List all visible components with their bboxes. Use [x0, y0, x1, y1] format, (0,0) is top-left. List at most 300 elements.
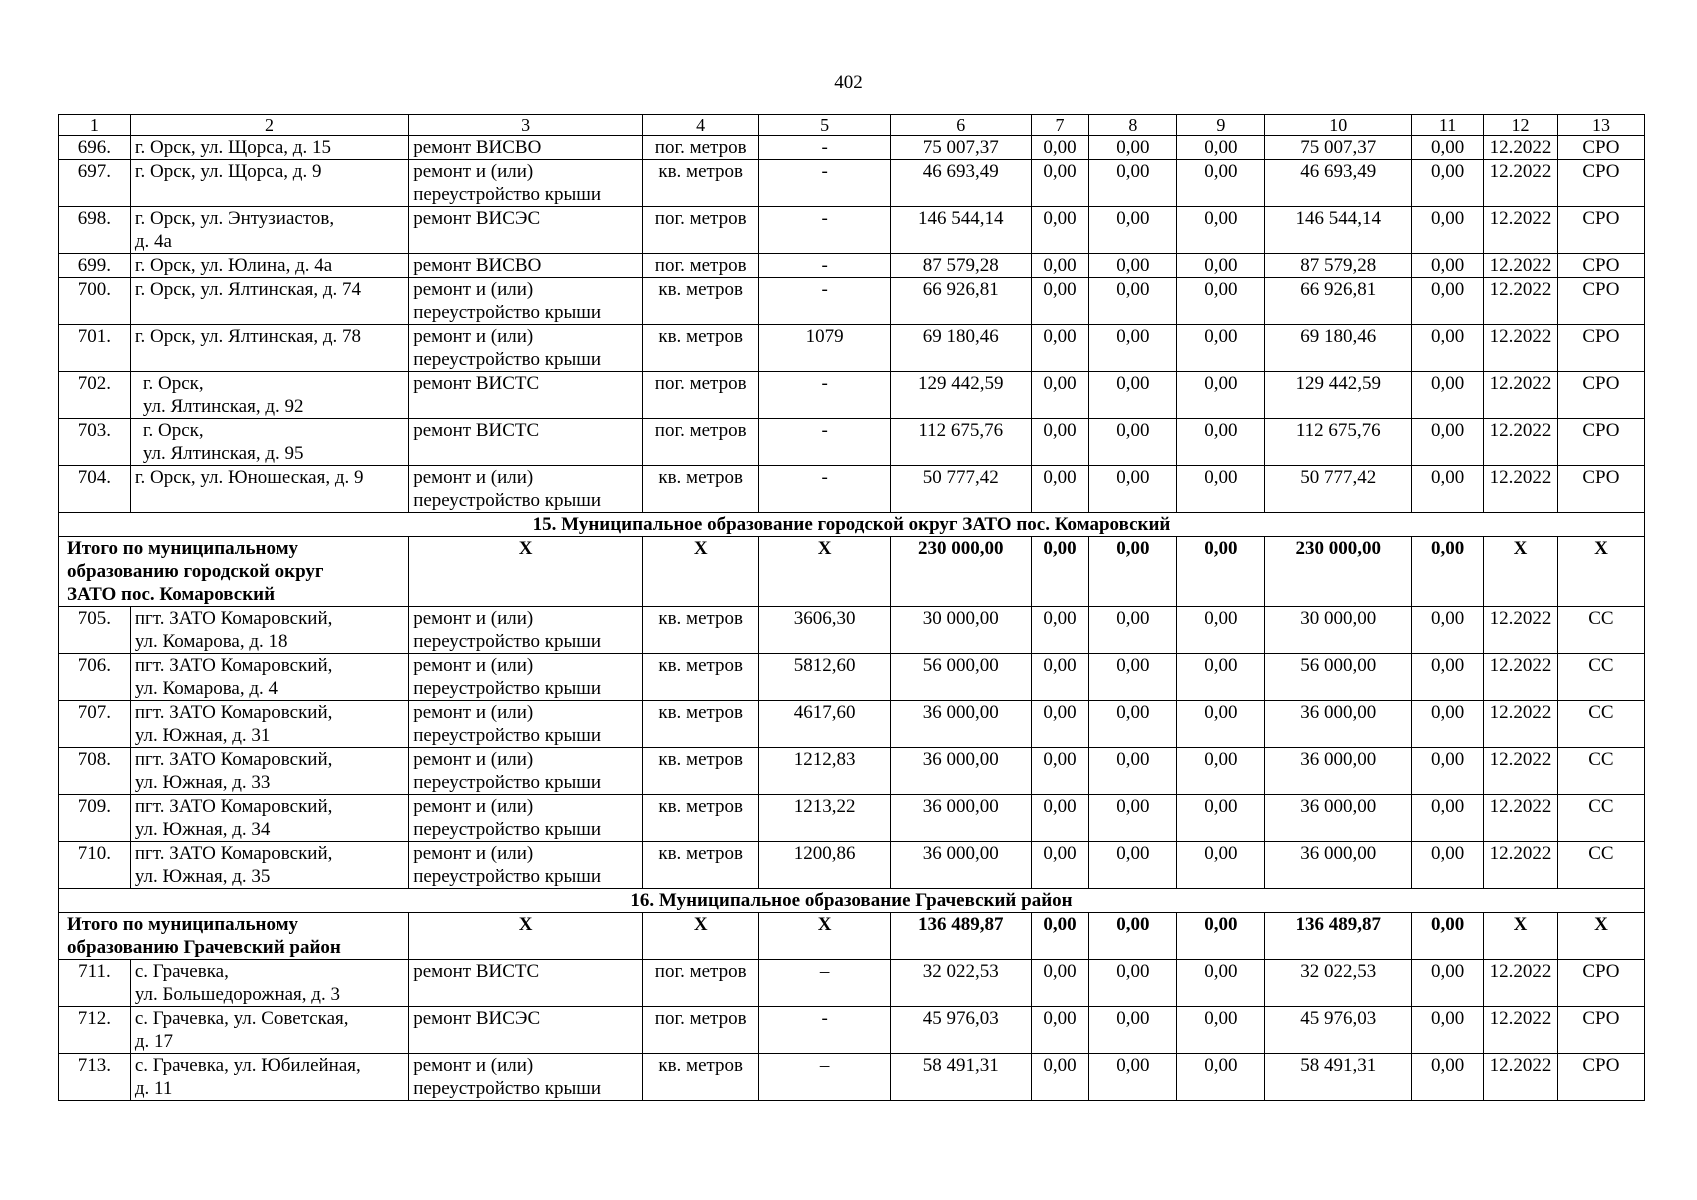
value-cell: 0,00: [1177, 136, 1265, 160]
value-cell: 0,00: [1031, 419, 1089, 466]
table-row: [59, 372, 1645, 419]
row-number: 699.: [59, 254, 131, 278]
unit-cell: пог. метров: [642, 254, 758, 278]
work-line: ремонт и (или): [413, 843, 534, 864]
work-line: ремонт ВИСТС: [413, 373, 540, 394]
method-cell: СРО: [1557, 278, 1644, 325]
total-value: 0,00: [1089, 913, 1177, 960]
header-row: [59, 115, 1645, 136]
address-cell: [130, 325, 408, 372]
address-cell: [130, 466, 408, 513]
value-cell: 32 022,53: [1265, 960, 1412, 1007]
work-type-cell: [409, 1007, 643, 1054]
value-cell: 0,00: [1031, 278, 1089, 325]
value-cell: 0,00: [1031, 654, 1089, 701]
value-cell: 0,00: [1412, 607, 1484, 654]
work-type-cell: [409, 701, 643, 748]
value-cell: 0,00: [1177, 607, 1265, 654]
address-line: г. Орск, ул. Ялтинская, д. 78: [134, 326, 362, 347]
section-row: [59, 513, 1645, 537]
value-cell: 0,00: [1177, 254, 1265, 278]
column-header: 6: [890, 115, 1031, 136]
data-table: [58, 114, 1645, 1101]
total-value: 0,00: [1177, 913, 1265, 960]
total-label-line: образованию Грачевский район: [67, 937, 341, 958]
address-line: с. Грачевка, ул. Юбилейная,: [134, 1055, 361, 1076]
work-line: переустройство крыши: [413, 678, 602, 699]
work-line: ремонт и (или): [413, 1055, 534, 1076]
value-cell: 0,00: [1031, 842, 1089, 889]
table-row: [59, 701, 1645, 748]
column-header: 1: [59, 115, 131, 136]
unit-cell: кв. метров: [642, 842, 758, 889]
value-cell: 32 022,53: [890, 960, 1031, 1007]
table-row: [59, 1054, 1645, 1101]
value-cell: 0,00: [1031, 795, 1089, 842]
table-row: [59, 607, 1645, 654]
unit-cell: кв. метров: [642, 466, 758, 513]
work-type-cell: [409, 372, 643, 419]
row-number: 713.: [59, 1054, 131, 1101]
row-number: 708.: [59, 748, 131, 795]
value-cell: 112 675,76: [1265, 419, 1412, 466]
value-cell: 0,00: [1177, 795, 1265, 842]
quantity-cell: -: [759, 207, 891, 254]
total-value: 0,00: [1177, 537, 1265, 607]
value-cell: 0,00: [1089, 160, 1177, 207]
work-line: ремонт и (или): [413, 467, 534, 488]
value-cell: 58 491,31: [890, 1054, 1031, 1101]
work-line: переустройство крыши: [413, 184, 602, 205]
method-cell: СС: [1557, 795, 1644, 842]
value-cell: 0,00: [1177, 419, 1265, 466]
value-cell: 0,00: [1412, 654, 1484, 701]
address-line: с. Грачевка,: [134, 961, 229, 982]
column-header: 10: [1265, 115, 1412, 136]
address-line: ул. Комарова, д. 4: [134, 678, 279, 699]
value-cell: 0,00: [1031, 1054, 1089, 1101]
method-cell: СС: [1557, 607, 1644, 654]
value-cell: 0,00: [1089, 136, 1177, 160]
address-line: ул. Южная, д. 31: [134, 725, 271, 746]
value-cell: 0,00: [1031, 325, 1089, 372]
value-cell: 30 000,00: [890, 607, 1031, 654]
method-cell: СРО: [1557, 1054, 1644, 1101]
table-row: [59, 160, 1645, 207]
quantity-cell: 5812,60: [759, 654, 891, 701]
table-row: [59, 419, 1645, 466]
table-row: [59, 325, 1645, 372]
address-line: ул. Ялтинская, д. 95: [142, 443, 304, 464]
value-cell: 36 000,00: [890, 701, 1031, 748]
value-cell: 0,00: [1177, 466, 1265, 513]
value-cell: 50 777,42: [1265, 466, 1412, 513]
work-line: ремонт ВИСТС: [413, 961, 540, 982]
row-number: 705.: [59, 607, 131, 654]
address-line: ул. Южная, д. 33: [134, 772, 271, 793]
value-cell: 75 007,37: [1265, 136, 1412, 160]
total-value: 0,00: [1031, 537, 1089, 607]
row-number: 709.: [59, 795, 131, 842]
method-cell: СРО: [1557, 1007, 1644, 1054]
value-cell: 0,00: [1089, 701, 1177, 748]
total-value: 230 000,00: [1265, 537, 1412, 607]
table-body: [59, 115, 1645, 1101]
value-cell: 0,00: [1031, 136, 1089, 160]
address-line: пгт. ЗАТО Комаровский,: [134, 608, 333, 629]
value-cell: 0,00: [1089, 1054, 1177, 1101]
value-cell: 45 976,03: [1265, 1007, 1412, 1054]
address-cell: [130, 372, 408, 419]
quantity-cell: -: [759, 136, 891, 160]
work-type-cell: [409, 795, 643, 842]
method-cell: СС: [1557, 842, 1644, 889]
address-line: пгт. ЗАТО Комаровский,: [134, 749, 333, 770]
value-cell: 46 693,49: [890, 160, 1031, 207]
unit-cell: кв. метров: [642, 795, 758, 842]
unit-cell: кв. метров: [642, 1054, 758, 1101]
total-row: [59, 537, 1645, 607]
method-cell: СРО: [1557, 254, 1644, 278]
value-cell: 12.2022: [1484, 325, 1558, 372]
work-line: ремонт ВИСВО: [413, 255, 542, 276]
method-cell: СРО: [1557, 325, 1644, 372]
quantity-cell: 1213,22: [759, 795, 891, 842]
work-line: ремонт ВИСЭС: [413, 1008, 541, 1029]
quantity-cell: -: [759, 466, 891, 513]
address-line: г. Орск, ул. Юношеская, д. 9: [134, 467, 364, 488]
value-cell: 0,00: [1177, 160, 1265, 207]
value-cell: 0,00: [1412, 466, 1484, 513]
total-value: 0,00: [1412, 537, 1484, 607]
section-title: 16. Муниципальное образование Грачевский район: [59, 889, 1645, 913]
work-line: ремонт и (или): [413, 749, 534, 770]
total-label: [59, 537, 409, 607]
address-cell: [130, 1054, 408, 1101]
quantity-cell: -: [759, 278, 891, 325]
total-x: Х: [642, 913, 758, 960]
quantity-cell: -: [759, 254, 891, 278]
value-cell: 50 777,42: [890, 466, 1031, 513]
unit-cell: пог. метров: [642, 207, 758, 254]
value-cell: 0,00: [1177, 654, 1265, 701]
total-x: Х: [1484, 537, 1558, 607]
address-line: д. 11: [134, 1078, 173, 1099]
value-cell: 66 926,81: [1265, 278, 1412, 325]
method-cell: СРО: [1557, 207, 1644, 254]
work-line: переустройство крыши: [413, 1078, 602, 1099]
work-line: ремонт ВИСВО: [413, 137, 542, 158]
quantity-cell: –: [759, 1054, 891, 1101]
section-title: 15. Муниципальное образование городской округ ЗАТО пос. Комаровский: [59, 513, 1645, 537]
quantity-cell: -: [759, 160, 891, 207]
column-header: 9: [1177, 115, 1265, 136]
value-cell: 69 180,46: [890, 325, 1031, 372]
value-cell: 0,00: [1089, 207, 1177, 254]
value-cell: 36 000,00: [890, 795, 1031, 842]
row-number: 696.: [59, 136, 131, 160]
value-cell: 0,00: [1412, 1054, 1484, 1101]
total-value: 230 000,00: [890, 537, 1031, 607]
value-cell: 0,00: [1412, 419, 1484, 466]
work-line: ремонт и (или): [413, 608, 534, 629]
value-cell: 0,00: [1412, 136, 1484, 160]
address-cell: [130, 795, 408, 842]
unit-cell: пог. метров: [642, 136, 758, 160]
total-x: Х: [1484, 913, 1558, 960]
work-line: переустройство крыши: [413, 490, 602, 511]
value-cell: 0,00: [1177, 1007, 1265, 1054]
row-number: 706.: [59, 654, 131, 701]
total-label-line: образованию городской округ: [67, 561, 324, 582]
value-cell: 0,00: [1089, 960, 1177, 1007]
quantity-cell: 3606,30: [759, 607, 891, 654]
work-line: переустройство крыши: [413, 349, 602, 370]
work-line: ремонт и (или): [413, 796, 534, 817]
work-type-cell: [409, 325, 643, 372]
value-cell: 56 000,00: [890, 654, 1031, 701]
method-cell: СС: [1557, 701, 1644, 748]
unit-cell: кв. метров: [642, 701, 758, 748]
work-type-cell: [409, 254, 643, 278]
work-type-cell: [409, 654, 643, 701]
row-number: 711.: [59, 960, 131, 1007]
value-cell: 0,00: [1089, 748, 1177, 795]
value-cell: 0,00: [1031, 1007, 1089, 1054]
value-cell: 36 000,00: [890, 748, 1031, 795]
row-number: 697.: [59, 160, 131, 207]
value-cell: 0,00: [1089, 419, 1177, 466]
total-row: [59, 913, 1645, 960]
row-number: 702.: [59, 372, 131, 419]
value-cell: 36 000,00: [890, 842, 1031, 889]
value-cell: 0,00: [1412, 795, 1484, 842]
quantity-cell: 1212,83: [759, 748, 891, 795]
total-value: 136 489,87: [1265, 913, 1412, 960]
work-type-cell: [409, 607, 643, 654]
column-header: 5: [759, 115, 891, 136]
row-number: 704.: [59, 466, 131, 513]
address-line: д. 4а: [134, 231, 172, 252]
value-cell: 0,00: [1089, 842, 1177, 889]
address-line: с. Грачевка, ул. Советская,: [134, 1008, 349, 1029]
value-cell: 0,00: [1177, 278, 1265, 325]
unit-cell: пог. метров: [642, 372, 758, 419]
value-cell: 129 442,59: [890, 372, 1031, 419]
address-line: ул. Южная, д. 35: [134, 866, 271, 887]
value-cell: 56 000,00: [1265, 654, 1412, 701]
total-value: 0,00: [1412, 913, 1484, 960]
work-line: переустройство крыши: [413, 302, 602, 323]
value-cell: 36 000,00: [1265, 701, 1412, 748]
table-row: [59, 254, 1645, 278]
address-cell: [130, 160, 408, 207]
address-cell: [130, 748, 408, 795]
value-cell: 0,00: [1031, 160, 1089, 207]
address-line: г. Орск, ул. Ялтинская, д. 74: [134, 279, 362, 300]
method-cell: СРО: [1557, 419, 1644, 466]
total-x: Х: [409, 537, 643, 607]
address-line: ул. Большедорожная, д. 3: [134, 984, 340, 1005]
value-cell: 0,00: [1177, 842, 1265, 889]
value-cell: 12.2022: [1484, 748, 1558, 795]
total-value: 0,00: [1031, 913, 1089, 960]
total-value: 0,00: [1089, 537, 1177, 607]
total-x: Х: [1557, 913, 1644, 960]
value-cell: 0,00: [1031, 607, 1089, 654]
value-cell: 87 579,28: [890, 254, 1031, 278]
value-cell: 12.2022: [1484, 207, 1558, 254]
unit-cell: пог. метров: [642, 960, 758, 1007]
address-line: пгт. ЗАТО Комаровский,: [134, 702, 333, 723]
value-cell: 87 579,28: [1265, 254, 1412, 278]
value-cell: 66 926,81: [890, 278, 1031, 325]
value-cell: 0,00: [1031, 254, 1089, 278]
value-cell: 0,00: [1089, 795, 1177, 842]
address-cell: [130, 278, 408, 325]
value-cell: 12.2022: [1484, 842, 1558, 889]
address-line: г. Орск,: [142, 373, 204, 394]
method-cell: СРО: [1557, 372, 1644, 419]
value-cell: 0,00: [1089, 325, 1177, 372]
unit-cell: кв. метров: [642, 607, 758, 654]
row-number: 710.: [59, 842, 131, 889]
work-line: ремонт и (или): [413, 161, 534, 182]
value-cell: 12.2022: [1484, 254, 1558, 278]
row-number: 712.: [59, 1007, 131, 1054]
value-cell: 12.2022: [1484, 466, 1558, 513]
total-label-line: Итого по муниципальному: [67, 914, 299, 935]
work-line: переустройство крыши: [413, 725, 602, 746]
address-cell: [130, 419, 408, 466]
address-cell: [130, 207, 408, 254]
address-cell: [130, 701, 408, 748]
value-cell: 0,00: [1412, 372, 1484, 419]
unit-cell: пог. метров: [642, 419, 758, 466]
value-cell: 0,00: [1177, 701, 1265, 748]
column-header: 13: [1557, 115, 1644, 136]
total-x: Х: [409, 913, 643, 960]
section-row: [59, 889, 1645, 913]
address-line: пгт. ЗАТО Комаровский,: [134, 655, 333, 676]
address-line: пгт. ЗАТО Комаровский,: [134, 843, 333, 864]
work-type-cell: [409, 466, 643, 513]
work-line: переустройство крыши: [413, 631, 602, 652]
value-cell: 0,00: [1412, 278, 1484, 325]
quantity-cell: -: [759, 372, 891, 419]
address-line: г. Орск, ул. Энтузиастов,: [134, 208, 335, 229]
value-cell: 12.2022: [1484, 1054, 1558, 1101]
method-cell: СС: [1557, 748, 1644, 795]
unit-cell: кв. метров: [642, 654, 758, 701]
value-cell: 0,00: [1412, 842, 1484, 889]
work-type-cell: [409, 748, 643, 795]
work-line: ремонт и (или): [413, 326, 534, 347]
work-line: переустройство крыши: [413, 819, 602, 840]
total-x: Х: [1557, 537, 1644, 607]
work-type-cell: [409, 278, 643, 325]
table-row: [59, 466, 1645, 513]
value-cell: 0,00: [1089, 372, 1177, 419]
quantity-cell: 1079: [759, 325, 891, 372]
value-cell: 0,00: [1089, 254, 1177, 278]
work-line: переустройство крыши: [413, 772, 602, 793]
total-x: Х: [642, 537, 758, 607]
table-row: [59, 748, 1645, 795]
work-type-cell: [409, 136, 643, 160]
quantity-cell: -: [759, 419, 891, 466]
value-cell: 45 976,03: [890, 1007, 1031, 1054]
row-number: 703.: [59, 419, 131, 466]
quantity-cell: 4617,60: [759, 701, 891, 748]
value-cell: 0,00: [1089, 654, 1177, 701]
column-header: 3: [409, 115, 643, 136]
work-type-cell: [409, 960, 643, 1007]
value-cell: 0,00: [1031, 207, 1089, 254]
value-cell: 112 675,76: [890, 419, 1031, 466]
value-cell: 12.2022: [1484, 795, 1558, 842]
value-cell: 0,00: [1177, 748, 1265, 795]
value-cell: 46 693,49: [1265, 160, 1412, 207]
unit-cell: кв. метров: [642, 160, 758, 207]
table-row: [59, 654, 1645, 701]
total-x: Х: [759, 913, 891, 960]
column-header: 11: [1412, 115, 1484, 136]
total-x: Х: [759, 537, 891, 607]
value-cell: 0,00: [1412, 960, 1484, 1007]
value-cell: 0,00: [1089, 1007, 1177, 1054]
table-row: [59, 960, 1645, 1007]
table-row: [59, 795, 1645, 842]
value-cell: 12.2022: [1484, 160, 1558, 207]
total-value: 136 489,87: [890, 913, 1031, 960]
value-cell: 0,00: [1412, 325, 1484, 372]
quantity-cell: -: [759, 1007, 891, 1054]
address-line: ул. Ялтинская, д. 92: [142, 396, 304, 417]
value-cell: 36 000,00: [1265, 795, 1412, 842]
value-cell: 129 442,59: [1265, 372, 1412, 419]
value-cell: 12.2022: [1484, 607, 1558, 654]
value-cell: 0,00: [1412, 748, 1484, 795]
work-type-cell: [409, 160, 643, 207]
address-line: г. Орск, ул. Юлина, д. 4а: [134, 255, 333, 276]
value-cell: 12.2022: [1484, 419, 1558, 466]
column-header: 7: [1031, 115, 1089, 136]
address-line: пгт. ЗАТО Комаровский,: [134, 796, 333, 817]
value-cell: 30 000,00: [1265, 607, 1412, 654]
work-line: ремонт и (или): [413, 655, 534, 676]
value-cell: 0,00: [1412, 701, 1484, 748]
address-line: ул. Комарова, д. 18: [134, 631, 288, 652]
work-line: ремонт ВИСТС: [413, 420, 540, 441]
unit-cell: кв. метров: [642, 325, 758, 372]
total-label: [59, 913, 409, 960]
value-cell: 0,00: [1412, 254, 1484, 278]
value-cell: 0,00: [1089, 607, 1177, 654]
table-row: [59, 207, 1645, 254]
method-cell: СС: [1557, 654, 1644, 701]
address-cell: [130, 254, 408, 278]
work-type-cell: [409, 207, 643, 254]
row-number: 698.: [59, 207, 131, 254]
value-cell: 12.2022: [1484, 654, 1558, 701]
value-cell: 0,00: [1031, 748, 1089, 795]
column-header: 8: [1089, 115, 1177, 136]
column-header: 4: [642, 115, 758, 136]
work-line: ремонт и (или): [413, 279, 534, 300]
column-header: 2: [130, 115, 408, 136]
work-type-cell: [409, 419, 643, 466]
